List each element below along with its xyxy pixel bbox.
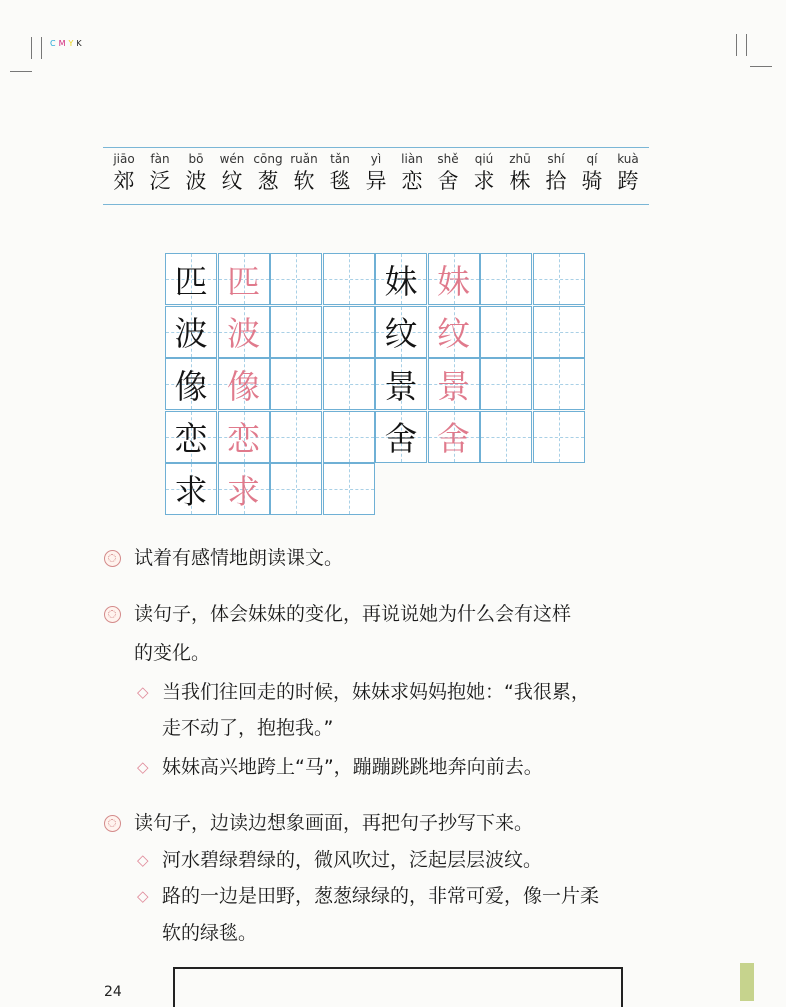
model-character-cell	[165, 306, 217, 358]
vocab-item	[431, 148, 465, 204]
trace-character: 纹	[437, 314, 470, 353]
vocab-pinyin: qí	[586, 152, 598, 166]
blank-writing-cell[interactable]	[323, 358, 375, 410]
trace-character: 匹	[227, 261, 260, 301]
blank-writing-cell[interactable]	[533, 253, 585, 305]
vocab-pinyin: bō	[188, 152, 204, 166]
vocab-pinyin: zhū	[509, 152, 531, 166]
model-character-cell	[375, 358, 427, 410]
vocab-character: 毯	[329, 169, 351, 193]
trace-character: 恋	[227, 419, 260, 458]
writing-practice-grid	[165, 253, 587, 519]
model-character-cell	[375, 411, 427, 463]
model-character: 景	[384, 366, 418, 406]
blank-writing-cell[interactable]	[480, 253, 532, 305]
model-character: 舍	[384, 419, 418, 458]
vocab-character: 舍	[437, 169, 459, 193]
vocab-item	[575, 148, 609, 204]
blank-writing-cell[interactable]	[270, 358, 322, 410]
page-edge-tab	[740, 963, 754, 1001]
model-character-cell	[375, 306, 427, 358]
vocab-item	[611, 148, 645, 204]
trace-character-cell	[428, 411, 480, 463]
exercise-bullet-icon	[104, 606, 121, 623]
vocab-item	[503, 148, 537, 204]
trace-character-cell	[428, 358, 480, 410]
vocab-character: 软	[293, 169, 315, 193]
diamond-bullet-icon: ◇	[137, 851, 149, 869]
vocab-pinyin: wén	[219, 152, 245, 166]
vocab-item	[287, 148, 321, 204]
exercise-2-line-1: 读句子，体会妹妹的变化，再说说她为什么会有这样	[134, 603, 572, 625]
vocab-character: 跨	[617, 169, 639, 193]
vocab-character: 株	[509, 169, 531, 193]
trace-character-cell	[218, 253, 270, 305]
model-character: 波	[174, 314, 208, 353]
diamond-bullet-icon: ◇	[137, 887, 149, 905]
exercise-3-line-1: 读句子，边读边想象画面，再把句子抄写下来。	[134, 812, 534, 834]
diamond-bullet-icon: ◇	[137, 683, 149, 701]
model-character: 恋	[174, 419, 208, 458]
blank-writing-cell[interactable]	[480, 306, 532, 358]
vocab-character: 骑	[581, 169, 603, 193]
blank-writing-cell[interactable]	[533, 306, 585, 358]
blank-writing-cell[interactable]	[480, 411, 532, 463]
vocab-character: 葱	[257, 169, 279, 193]
blank-writing-cell[interactable]	[270, 306, 322, 358]
trace-character-cell	[218, 411, 270, 463]
vocab-item	[539, 148, 573, 204]
exercise-2-line-2: 的变化。	[134, 642, 211, 664]
model-character: 像	[174, 366, 208, 406]
vocab-pinyin: tǎn	[330, 152, 350, 166]
blank-writing-cell[interactable]	[480, 358, 532, 410]
exercise-2-item-1-line-1: 当我们往回走的时候，妹妹求妈妈抱她：“我很累，	[162, 681, 590, 703]
trace-character: 舍	[437, 419, 470, 458]
exercise-bullet-icon	[104, 550, 121, 567]
model-character-cell	[375, 253, 427, 305]
trace-character-cell	[218, 358, 270, 410]
trace-character: 像	[227, 366, 260, 406]
vocab-item	[395, 148, 429, 204]
model-character-cell	[165, 253, 217, 305]
blank-writing-cell[interactable]	[270, 253, 322, 305]
vocab-character: 泛	[149, 169, 171, 193]
blank-writing-cell[interactable]	[270, 411, 322, 463]
exercise-3-item-1: 河水碧绿碧绿的，微风吹过，泛起层层波纹。	[162, 849, 543, 871]
vocab-character: 恋	[401, 169, 423, 193]
trace-character: 波	[227, 314, 260, 353]
vocab-item	[323, 148, 357, 204]
blank-writing-cell[interactable]	[270, 463, 322, 515]
diamond-bullet-icon: ◇	[137, 758, 149, 776]
vocab-pinyin: jiāo	[113, 152, 135, 166]
model-character-cell	[165, 358, 217, 410]
model-character: 匹	[174, 261, 208, 301]
model-character: 求	[174, 471, 208, 511]
vocab-item	[467, 148, 501, 204]
vocab-item	[143, 148, 177, 204]
blank-writing-cell[interactable]	[533, 411, 585, 463]
vocab-pinyin: fàn	[150, 152, 170, 166]
model-character-cell	[165, 463, 217, 515]
trace-character-cell	[218, 463, 270, 515]
exercise-2-item-2: 妹妹高兴地跨上“马”，蹦蹦跳跳地奔向前去。	[162, 756, 543, 778]
vocab-pinyin: shě	[437, 152, 459, 166]
trace-character-cell	[428, 306, 480, 358]
trace-character-cell	[428, 253, 480, 305]
exercise-1-text: 试着有感情地朗读课文。	[134, 547, 344, 569]
vocab-item	[107, 148, 141, 204]
vocab-pinyin: shí	[547, 152, 565, 166]
vocab-character: 纹	[221, 169, 243, 193]
vocab-pinyin: ruǎn	[290, 152, 318, 166]
page-number: 24	[104, 984, 122, 1000]
model-character: 妹	[384, 261, 418, 301]
vocab-pinyin: liàn	[401, 152, 423, 166]
cmyk-color-marks: CMYK	[50, 39, 85, 48]
vocab-character: 郊	[113, 169, 135, 193]
vocab-item	[251, 148, 285, 204]
blank-writing-cell[interactable]	[323, 411, 375, 463]
trace-character: 求	[227, 471, 260, 511]
blank-writing-cell[interactable]	[323, 253, 375, 305]
vocab-character: 波	[185, 169, 207, 193]
vocabulary-strip	[103, 147, 649, 205]
vocab-character: 异	[365, 169, 387, 193]
model-character-cell	[165, 411, 217, 463]
model-character: 纹	[384, 314, 418, 353]
vocab-item	[215, 148, 249, 204]
vocab-character: 求	[473, 169, 495, 193]
vocab-character: 拾	[545, 169, 567, 193]
exercise-bullet-icon	[104, 815, 121, 832]
exercise-3-item-2-line-1: 路的一边是田野，葱葱绿绿的，非常可爱，像一片柔	[162, 885, 600, 907]
vocab-item	[359, 148, 393, 204]
trace-character: 妹	[437, 261, 470, 301]
exercise-3-item-2-line-2: 软的绿毯。	[162, 922, 258, 944]
trace-character-cell	[218, 306, 270, 358]
blank-writing-cell[interactable]	[533, 358, 585, 410]
exercise-2-item-1-line-2: 走不动了，抱抱我。”	[162, 717, 334, 739]
vocab-item	[179, 148, 213, 204]
vocab-pinyin: cōng	[253, 152, 283, 166]
vocab-pinyin: qiú	[474, 152, 494, 166]
vocab-pinyin: kuà	[617, 152, 639, 166]
blank-writing-cell[interactable]	[323, 463, 375, 515]
next-section-box	[173, 967, 623, 1007]
blank-writing-cell[interactable]	[323, 306, 375, 358]
vocab-pinyin: yì	[370, 152, 382, 166]
trace-character: 景	[437, 366, 470, 406]
